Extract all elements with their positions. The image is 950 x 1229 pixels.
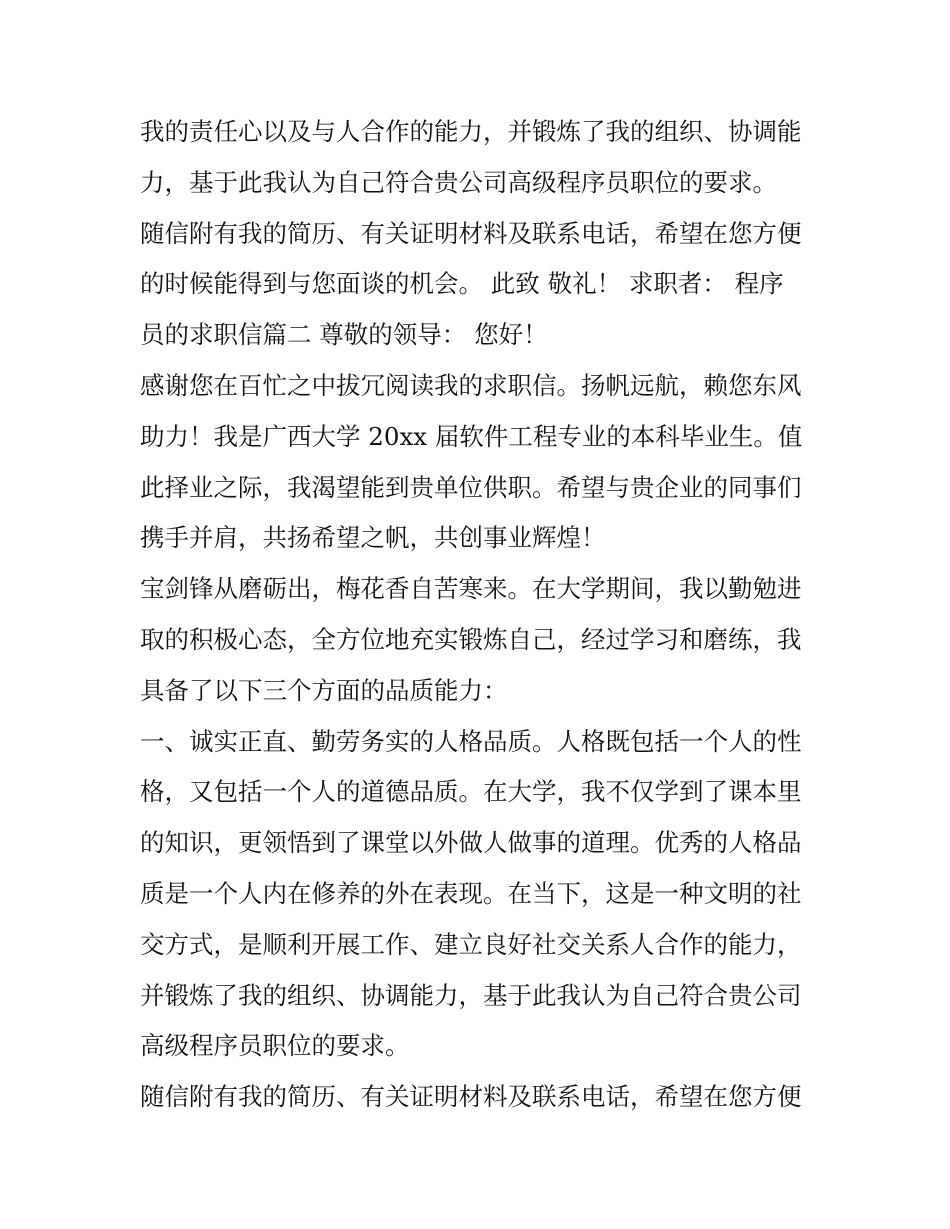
text-line: 高级程序员职位的要求。 [140,1031,410,1061]
text-line: 的知识，更领悟到了课堂以外做人做事的道理。优秀的人格品 [140,828,802,858]
text-line: 助力！我是广西大学 20xx 届软件工程专业的本科毕业生。值 [140,421,803,451]
text-line: 我的责任心以及与人合作的能力，并锻炼了我的组织、协调能 [140,117,802,146]
text-line: 一、诚实正直、勤劳务实的人格品质。人格既包括一个人的性 [140,726,802,756]
text-line: 宝剑锋从磨砺出，梅花香自苦寒来。在大学期间，我以勤勉进 [140,574,802,604]
text-line: 随信附有我的简历、有关证明材料及联系电话，希望在您方便 [140,1082,802,1112]
text-line: 的时候能得到与您面谈的机会。 此致 敬礼！ 求职者： 程序 [140,269,784,299]
text-line: 员的求职信篇二 尊敬的领导： 您好！ [140,320,548,350]
text-line: 具备了以下三个方面的品质能力： [140,675,508,705]
text-line: 力，基于此我认为自己符合贵公司高级程序员职位的要求。 [140,167,777,197]
document-body [140,107,820,1123]
text-line: 随信附有我的简历、有关证明材料及联系电话，希望在您方便 [140,218,802,248]
text-line: 此择业之际，我渴望能到贵单位供职。希望与贵企业的同事们 [140,472,802,502]
text-line: 携手并肩，共扬希望之帆，共创事业辉煌！ [140,523,606,553]
text-line: 并锻炼了我的组织、协调能力，基于此我认为自己符合贵公司 [140,980,802,1010]
text-line: 交方式，是顺利开展工作、建立良好社交关系人合作的能力， [140,929,802,959]
text-line: 取的积极心态，全方位地充实锻炼自己，经过学习和磨练，我 [140,624,802,654]
text-line: 格，又包括一个人的道德品质。在大学，我不仅学到了课本里 [140,777,802,807]
text-line: 感谢您在百忙之中拔冗阅读我的求职信。扬帆远航，赖您东风 [140,370,802,400]
text-line: 质是一个人内在修养的外在表现。在当下，这是一种文明的社 [140,878,802,908]
